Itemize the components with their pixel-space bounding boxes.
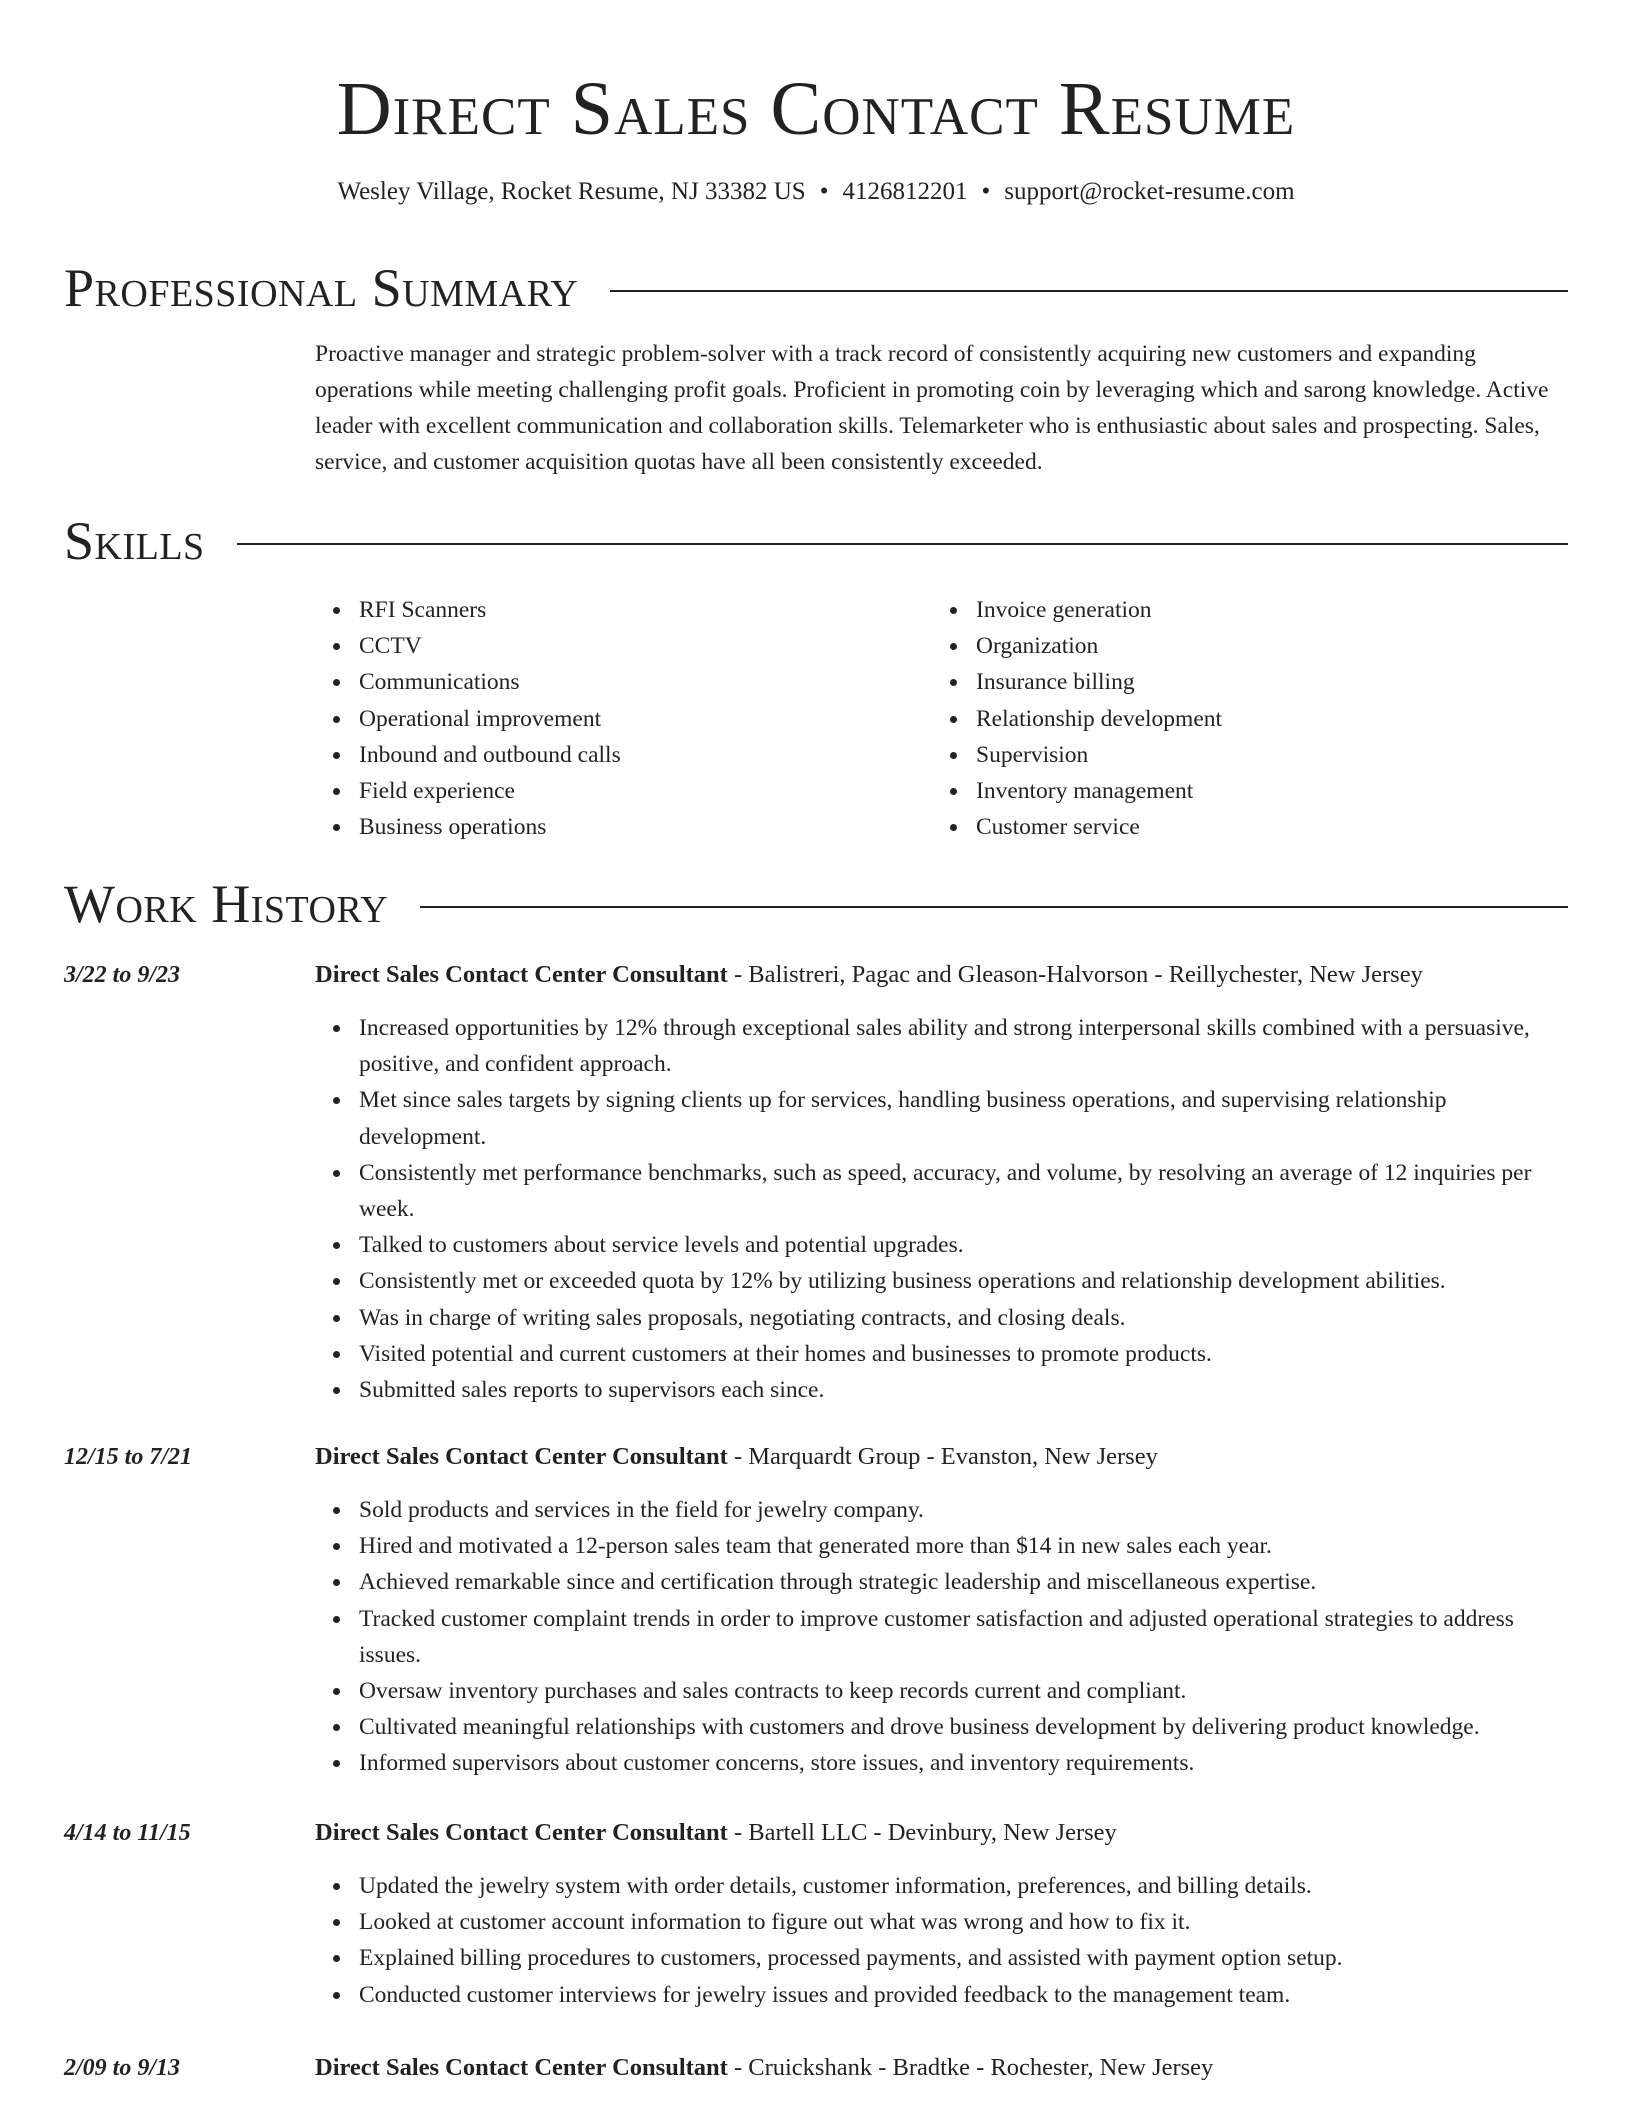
job-dates: 2/09 to 9/13	[64, 2055, 181, 2081]
job-bullet: Updated the jewelry system with order details, customer information, preferences, and billing details.	[359, 1868, 1568, 1904]
skill-item: Inventory management	[976, 773, 1536, 809]
skill-item: Supervision	[976, 737, 1536, 773]
job-bullet: Sold products and services in the field for jewelry company.	[359, 1492, 1568, 1528]
job-bullet: Talked to customers about service levels and potential upgrades.	[359, 1227, 1568, 1263]
summary-text: Proactive manager and strategic problem-solver with a track record of consistently acquiring new customers and expanding operations while meeting challenging profit goals. Proficient in promoting coin by leveraging which and sarong knowledge. Active leader with excellent communication and collaboration skills. Telemarketer who is enthusiastic about sales and prospecting. Sales, service, and customer acquisition quotas have all been consistently exceeded.	[315, 341, 1549, 475]
section-divider	[610, 290, 1568, 292]
contact-separator: •	[819, 178, 829, 205]
job-bullets	[315, 1492, 1568, 1782]
job-bullet: Cultivated meaningful relationships with customers and drove business development by delivering product knowledge.	[359, 1709, 1568, 1745]
section-title-skills: Skills	[64, 511, 205, 571]
skill-item: RFI Scanners	[359, 592, 919, 628]
contact-separator: •	[981, 178, 991, 205]
job-company-location: - Balistreri, Pagac and Gleason-Halvorson - Reillychester, New Jersey	[727, 961, 1423, 988]
job-bullets	[315, 1010, 1568, 1408]
skill-item: Insurance billing	[976, 664, 1536, 700]
job-bullets	[315, 1868, 1568, 2013]
job-bullet: Hired and motivated a 12-person sales team that generated more than $14 in new sales each year.	[359, 1528, 1568, 1564]
skill-item: Business operations	[359, 809, 919, 845]
job-heading	[315, 1815, 1592, 1851]
contact-address: Wesley Village, Rocket Resume, NJ 33382 US	[337, 178, 806, 205]
job-dates: 3/22 to 9/23	[64, 962, 181, 988]
job-title: Direct Sales Contact Center Consultant	[315, 1443, 728, 1470]
skill-item: Operational improvement	[359, 701, 919, 737]
contact-email[interactable]: support@rocket-resume.com	[1004, 178, 1295, 205]
job-heading	[315, 2050, 1592, 2086]
skills-list-right	[932, 592, 1536, 845]
section-title-work: Work History	[64, 874, 389, 934]
job-bullet: Achieved remarkable since and certification through strategic leadership and miscellaneous expertise.	[359, 1564, 1568, 1600]
section-divider	[237, 543, 1568, 545]
skill-item: Communications	[359, 664, 919, 700]
job-dates: 4/14 to 11/15	[64, 1820, 191, 1846]
section-header-skills	[64, 506, 1568, 576]
skill-item: CCTV	[359, 628, 919, 664]
job-bullet: Was in charge of writing sales proposals, negotiating contracts, and closing deals.	[359, 1300, 1568, 1336]
job-company-location: - Bartell LLC - Devinbury, New Jersey	[727, 1819, 1117, 1846]
section-header-work	[64, 869, 1568, 939]
job-heading	[315, 957, 1592, 993]
skill-item: Field experience	[359, 773, 919, 809]
contact-line	[0, 174, 1632, 210]
job-bullet: Conducted customer interviews for jewelry issues and provided feedback to the management team.	[359, 1977, 1568, 2013]
job-bullet: Submitted sales reports to supervisors each since.	[359, 1372, 1568, 1408]
job-bullet: Tracked customer complaint trends in order to improve customer satisfaction and adjusted operational strategies to address issues.	[359, 1601, 1568, 1673]
job-dates: 12/15 to 7/21	[64, 1444, 193, 1470]
job-heading	[315, 1439, 1592, 1475]
job-title: Direct Sales Contact Center Consultant	[315, 961, 728, 988]
job-title: Direct Sales Contact Center Consultant	[315, 1819, 728, 1846]
job-bullet: Met since sales targets by signing clients up for services, handling business operations, and supervising relationship development.	[359, 1082, 1568, 1154]
skill-item: Customer service	[976, 809, 1536, 845]
job-bullet: Informed supervisors about customer concerns, store issues, and inventory requirements.	[359, 1745, 1568, 1781]
skill-item: Organization	[976, 628, 1536, 664]
skill-item: Invoice generation	[976, 592, 1536, 628]
skills-list-left	[315, 592, 919, 845]
resume-title: Direct Sales Contact Resume	[336, 67, 1296, 151]
section-divider	[420, 906, 1568, 908]
job-bullet: Increased opportunities by 12% through exceptional sales ability and strong interpersonal skills combined with a persuasive, positive, and confident approach.	[359, 1010, 1568, 1082]
job-bullet: Consistently met or exceeded quota by 12% by utilizing business operations and relationship development abilities.	[359, 1263, 1568, 1299]
job-bullet: Consistently met performance benchmarks, such as speed, accuracy, and volume, by resolving an average of 12 inquiries per week.	[359, 1155, 1568, 1227]
contact-phone[interactable]: 4126812201	[842, 178, 968, 205]
job-bullet: Oversaw inventory purchases and sales contracts to keep records current and compliant.	[359, 1673, 1568, 1709]
skill-item: Relationship development	[976, 701, 1536, 737]
skill-item: Inbound and outbound calls	[359, 737, 919, 773]
section-header-summary	[64, 253, 1568, 323]
job-company-location: - Cruickshank - Bradtke - Rochester, New Jersey	[727, 2054, 1214, 2081]
job-bullet: Visited potential and current customers at their homes and businesses to promote products.	[359, 1336, 1568, 1372]
job-bullet: Explained billing procedures to customers, processed payments, and assisted with payment option setup.	[359, 1940, 1568, 1976]
job-company-location: - Marquardt Group - Evanston, New Jersey	[727, 1443, 1158, 1470]
job-bullet: Looked at customer account information to figure out what was wrong and how to fix it.	[359, 1904, 1568, 1940]
job-title: Direct Sales Contact Center Consultant	[315, 2054, 728, 2081]
section-title-summary: Professional Summary	[64, 258, 579, 318]
